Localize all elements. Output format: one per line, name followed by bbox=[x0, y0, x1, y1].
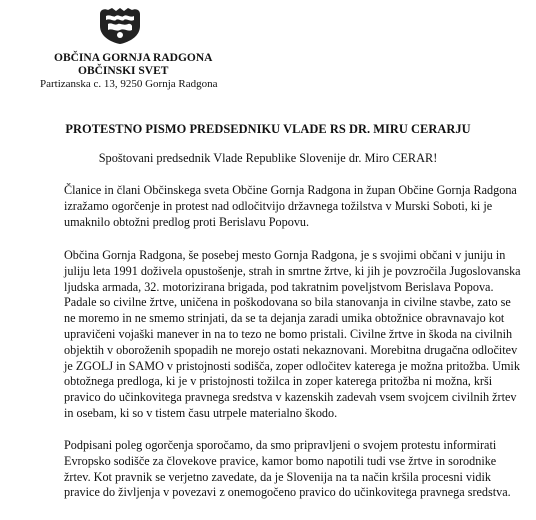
paragraph-line: umaknilo obtožni predlog proti Berislavu Popovu. bbox=[64, 214, 310, 229]
paragraph-line: Članice in člani Občinskega sveta Občine Gornja Radgona in župan Občine Gornja Radgona bbox=[64, 183, 517, 197]
municipality-crest-icon bbox=[96, 6, 144, 46]
paragraph-line: žrtev. Kot pravnik se verjetno zavedate, da je Slovenija na ta način kršila procesni vidik bbox=[64, 469, 491, 484]
paragraph-line: je ZGOLJ in SAMO v pristojnosti sodišča, zoper odločitev katerega je možna pritožba. Umik bbox=[64, 358, 520, 373]
paragraph-2 bbox=[64, 248, 521, 422]
paragraph-line: in osebam, ki so v tistem času utrpele materialno škodo. bbox=[64, 405, 338, 420]
paragraph-line: upravičeni vojaški manever in na to tezo ne bomo pristali. Civilne žrtve in škoda na civilnih bbox=[64, 326, 513, 341]
org-address: Partizanska c. 13, 9250 Gornja Radgona bbox=[40, 78, 218, 90]
org-name: OBČINA GORNJA RADGONA bbox=[54, 52, 213, 64]
paragraph-line: pravico do učinkovitega pravnega sredstva v kazenskih zadevah vsem svojcem civilnih žrtev bbox=[64, 390, 517, 405]
paragraph-line: Padale so civilne žrtve, uničena in poškodovana so bila stanovanja in civilne stavbe, zato se bbox=[64, 295, 511, 310]
paragraph-line: Občina Gornja Radgona, še posebej mesto Gornja Radgona, je s svojimi občani v juniju in bbox=[64, 248, 506, 262]
council-name: OBČINSKI SVET bbox=[78, 65, 169, 77]
paragraph-line: juliju leta 1991 doživela opustošenje, strah in smrtne žrtve, ki jih je povzročila Jugoslovanska bbox=[64, 263, 521, 278]
paragraph-1 bbox=[64, 183, 517, 230]
paragraph-line: Podpisani poleg ogorčenja sporočamo, da smo pripravljeni o svojem protestu informirati bbox=[64, 438, 497, 452]
salutation: Spoštovani predsednik Vlade Republike Slovenije dr. Miro CERAR! bbox=[98, 151, 438, 165]
paragraph-3 bbox=[64, 438, 511, 501]
paragraph-line: ne moremo in ne smemo strinjati, da se ta dejanja zaradi umika obtožnice obravnavajo kot bbox=[64, 311, 505, 326]
paragraph-line: obtožnega predloga, ki je v pristojnosti tožilca in zoper katerega pritožba ni možna, krši bbox=[64, 374, 493, 389]
letter-title: PROTESTNO PISMO PREDSEDNIKU VLADE RS DR. MIRU CERARJU bbox=[65, 122, 471, 136]
paragraph-line: izražamo ogorčenje in protest nad odločitvijo državnega tožilstva v Murski Soboti, ki je bbox=[64, 198, 493, 213]
paragraph-line: pravice do življenja v povezavi z onemogočeno pravico do učinkovitega pravnega sredstva. bbox=[64, 485, 511, 500]
paragraph-line: Evropsko sodišče za človekove pravice, kamor bomo napotili tudi vse žrtve in sorodnike bbox=[64, 453, 497, 468]
paragraph-line: ljudska armada, 32. motorizirana brigada, pod takratnim poveljstvom Berislava Popova. bbox=[64, 279, 494, 294]
paragraph-line: objektih v oboroženih spopadih ne morejo ostati nekaznovani. Morebitna drugačna odločitev bbox=[64, 342, 518, 357]
